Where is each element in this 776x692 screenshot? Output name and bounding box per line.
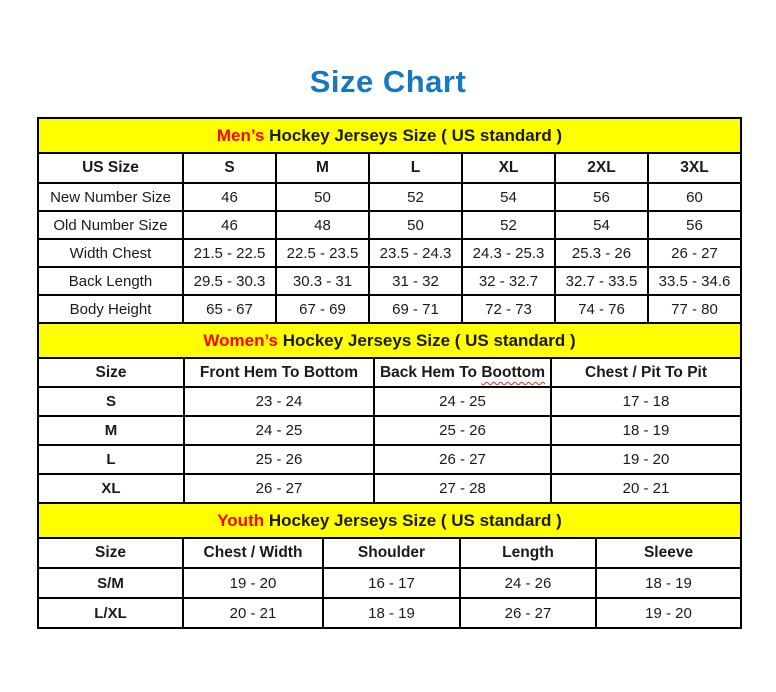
- cell: 54: [555, 211, 648, 239]
- youth-col-header: Shoulder: [323, 538, 460, 568]
- row-label: Old Number Size: [38, 211, 183, 239]
- cell: 31 - 32: [369, 267, 462, 295]
- cell: 52: [369, 183, 462, 211]
- men-banner-highlight: Men’s: [216, 125, 265, 145]
- cell: 23 - 24: [184, 387, 374, 416]
- row-label: L/XL: [38, 598, 183, 628]
- cell: 24 - 25: [184, 416, 374, 445]
- cell: 24 - 25: [374, 387, 551, 416]
- cell: 22.5 - 23.5: [276, 239, 369, 267]
- cell: 54: [462, 183, 555, 211]
- cell: 32.7 - 33.5: [555, 267, 648, 295]
- cell: 48: [276, 211, 369, 239]
- cell: 20 - 21: [551, 474, 741, 503]
- cell: 21.5 - 22.5: [183, 239, 276, 267]
- row-label: M: [38, 416, 184, 445]
- row-label: XL: [38, 474, 184, 503]
- cell: 26 - 27: [374, 445, 551, 474]
- youth-banner-text: Hockey Jerseys Size ( US standard ): [268, 510, 562, 530]
- cell: 26 - 27: [460, 598, 596, 628]
- women-col-header-misspelled: [374, 358, 551, 387]
- women-banner: [38, 323, 741, 358]
- cell: 72 - 73: [462, 295, 555, 323]
- youth-header-row: [38, 538, 741, 568]
- cell: 24.3 - 25.3: [462, 239, 555, 267]
- men-size-table: [37, 117, 742, 324]
- cell: 30.3 - 31: [276, 267, 369, 295]
- table-row: [38, 474, 741, 503]
- row-label: L: [38, 445, 184, 474]
- size-chart-tables: [37, 117, 740, 629]
- youth-banner-highlight: Youth: [217, 510, 265, 530]
- cell: 18 - 19: [551, 416, 741, 445]
- women-col-header: Front Hem To Bottom: [184, 358, 374, 387]
- cell: 18 - 19: [596, 568, 741, 598]
- cell: 50: [369, 211, 462, 239]
- table-row: [38, 295, 741, 323]
- table-row: [38, 183, 741, 211]
- cell: 74 - 76: [555, 295, 648, 323]
- men-col-header: 2XL: [555, 153, 648, 183]
- youth-col-header: Size: [38, 538, 183, 568]
- women-banner-row: [38, 323, 741, 358]
- table-row: [38, 568, 741, 598]
- men-col-header: US Size: [38, 153, 183, 183]
- youth-col-header: Sleeve: [596, 538, 741, 568]
- cell: 56: [555, 183, 648, 211]
- cell: 69 - 71: [369, 295, 462, 323]
- back-hem-typo-word: Boottom: [481, 363, 546, 381]
- cell: 29.5 - 30.3: [183, 267, 276, 295]
- cell: 19 - 20: [596, 598, 741, 628]
- cell: 56: [648, 211, 741, 239]
- cell: 50: [276, 183, 369, 211]
- cell: 20 - 21: [183, 598, 323, 628]
- row-label: S/M: [38, 568, 183, 598]
- table-row: [38, 598, 741, 628]
- cell: 19 - 20: [551, 445, 741, 474]
- youth-banner-row: [38, 503, 741, 538]
- women-banner-highlight: Women’s: [203, 330, 278, 350]
- men-col-header: 3XL: [648, 153, 741, 183]
- cell: 52: [462, 211, 555, 239]
- cell: 26 - 27: [184, 474, 374, 503]
- table-row: [38, 416, 741, 445]
- men-col-header: M: [276, 153, 369, 183]
- women-banner-text: Hockey Jerseys Size ( US standard ): [282, 330, 576, 350]
- row-label: S: [38, 387, 184, 416]
- row-label: Width Chest: [38, 239, 183, 267]
- cell: 27 - 28: [374, 474, 551, 503]
- cell: 25.3 - 26: [555, 239, 648, 267]
- cell: 46: [183, 183, 276, 211]
- row-label: Body Height: [38, 295, 183, 323]
- cell: 46: [183, 211, 276, 239]
- cell: 25 - 26: [374, 416, 551, 445]
- table-row: [38, 211, 741, 239]
- cell: 18 - 19: [323, 598, 460, 628]
- men-col-header: L: [369, 153, 462, 183]
- cell: 33.5 - 34.6: [648, 267, 741, 295]
- men-col-header: XL: [462, 153, 555, 183]
- cell: 65 - 67: [183, 295, 276, 323]
- women-size-table: [37, 322, 742, 504]
- cell: 67 - 69: [276, 295, 369, 323]
- youth-col-header: Length: [460, 538, 596, 568]
- men-banner: [38, 118, 741, 153]
- cell: 32 - 32.7: [462, 267, 555, 295]
- back-hem-prefix: Back Hem To: [379, 363, 478, 381]
- youth-banner: [38, 503, 741, 538]
- cell: 25 - 26: [184, 445, 374, 474]
- cell: 26 - 27: [648, 239, 741, 267]
- cell: 77 - 80: [648, 295, 741, 323]
- men-banner-row: [38, 118, 741, 153]
- women-col-header: Chest / Pit To Pit: [551, 358, 741, 387]
- men-header-row: [38, 153, 741, 183]
- men-banner-text: Hockey Jerseys Size ( US standard ): [269, 125, 563, 145]
- table-row: [38, 445, 741, 474]
- women-col-header: Size: [38, 358, 184, 387]
- cell: 24 - 26: [460, 568, 596, 598]
- youth-size-table: [37, 502, 742, 629]
- row-label: Back Length: [38, 267, 183, 295]
- cell: 17 - 18: [551, 387, 741, 416]
- row-label: New Number Size: [38, 183, 183, 211]
- men-col-header: S: [183, 153, 276, 183]
- page-title: Size Chart: [309, 64, 467, 99]
- women-header-row: [38, 358, 741, 387]
- youth-col-header: Chest / Width: [183, 538, 323, 568]
- table-row: [38, 239, 741, 267]
- cell: 19 - 20: [183, 568, 323, 598]
- cell: 60: [648, 183, 741, 211]
- table-row: [38, 387, 741, 416]
- table-row: [38, 267, 741, 295]
- cell: 23.5 - 24.3: [369, 239, 462, 267]
- cell: 16 - 17: [323, 568, 460, 598]
